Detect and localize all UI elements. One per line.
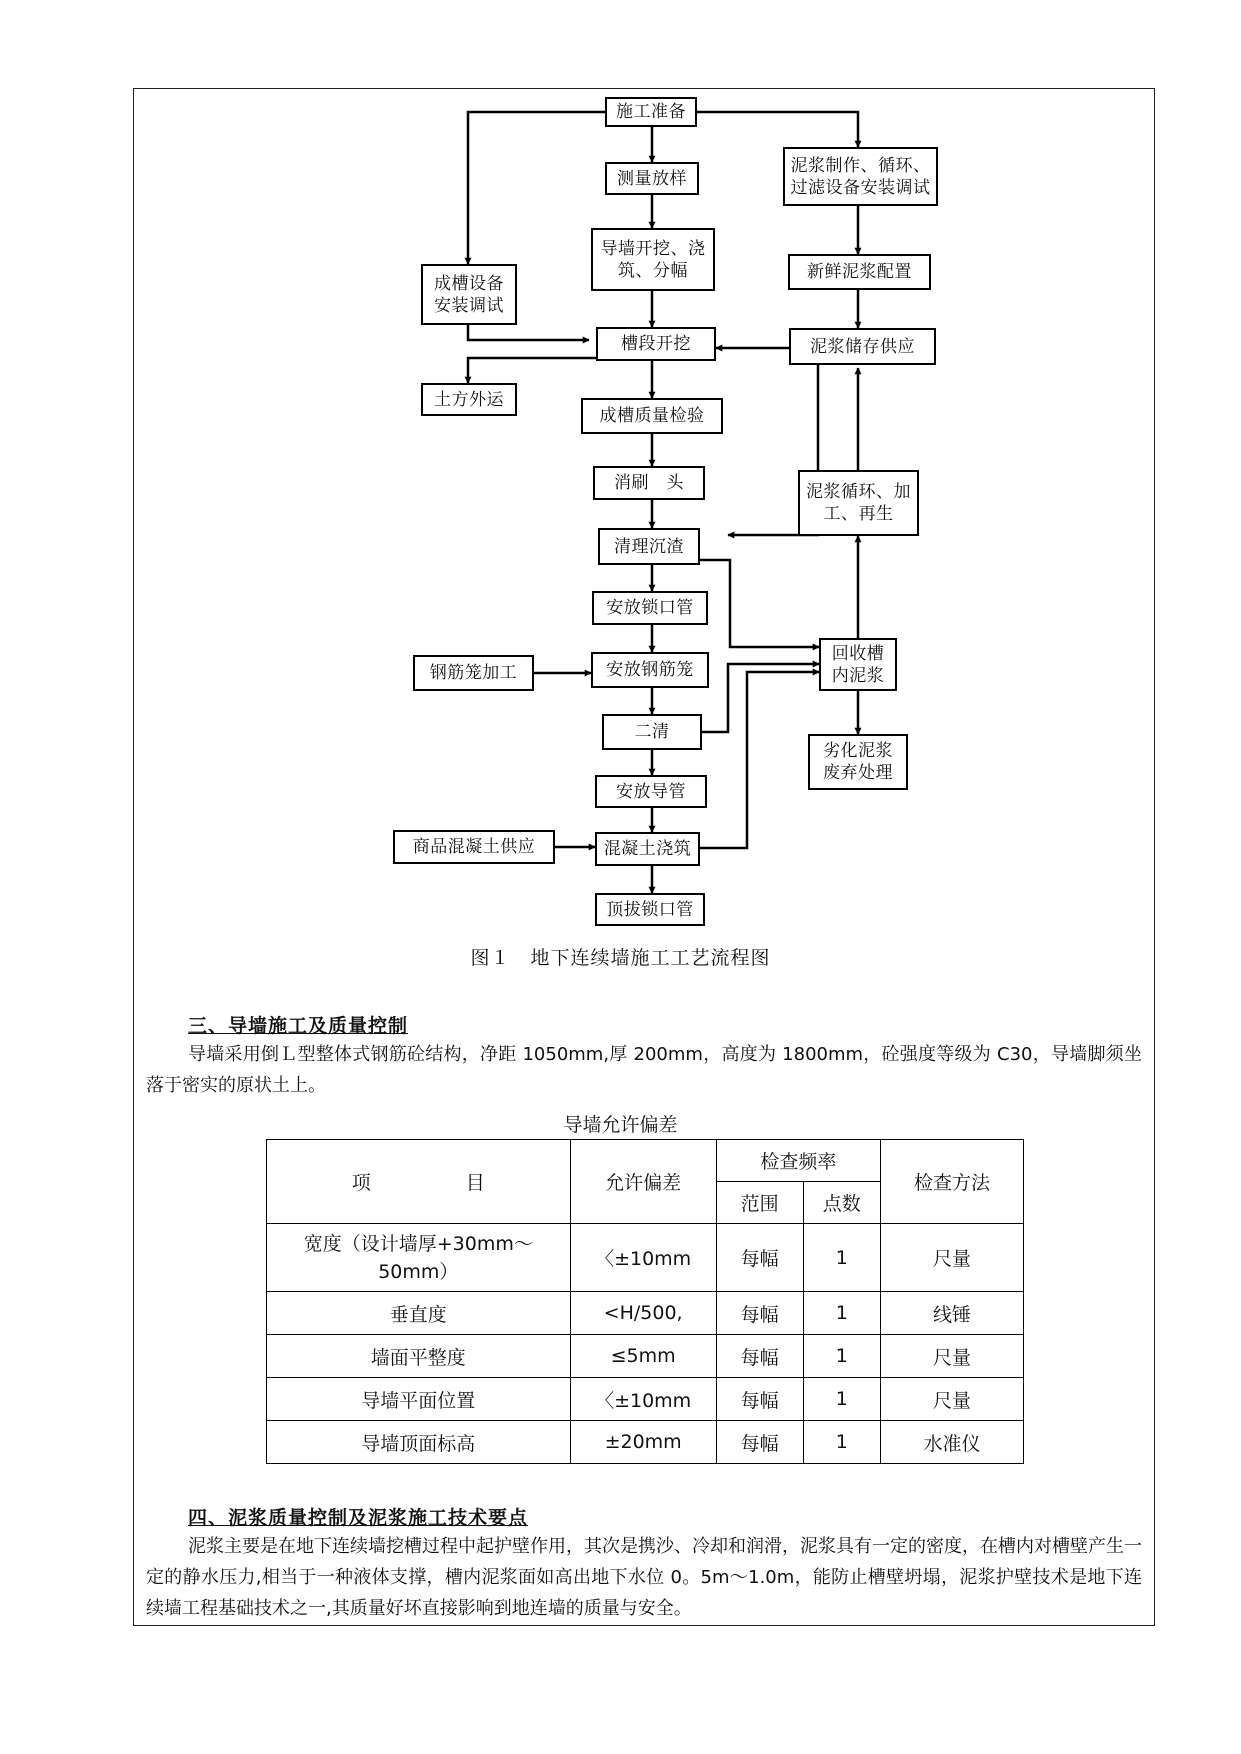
cell-tolerance: ±20mm [570,1421,716,1464]
node-concrete-supply: 商品混凝土供应 [393,830,555,864]
tolerance-table [266,1139,1024,1464]
figure-caption: 图１ 地下连续墙施工工艺流程图 [470,947,771,969]
table-row [267,1335,1024,1378]
node-pull: 顶拔锁口管 [595,893,705,926]
node-rebar-proc: 钢筋笼加工 [413,655,534,691]
header-range: 范围 [716,1182,803,1224]
node-inspect: 成槽质量检验 [581,398,723,434]
cell-method: 水准仪 [881,1421,1024,1464]
cell-item: 宽度（设计墙厚+30mm～50mm） [267,1224,571,1292]
node-tremie: 安放导管 [595,775,707,808]
node-guidewall: 导墙开挖、浇 筑、分幅 [591,228,715,291]
cell-tolerance: <H/500, [570,1292,716,1335]
cell-method: 线锤 [881,1292,1024,1335]
node-survey: 测量放样 [605,162,699,195]
node-brush: 消刷 头 [593,466,705,500]
node-prep: 施工准备 [605,97,697,127]
node-slurry-make: 泥浆制作、循环、 过滤设备安装调试 [783,147,938,206]
cell-item: 垂直度 [267,1292,571,1335]
cell-tolerance: 〈±10mm [570,1378,716,1421]
section4-paragraph: 泥浆主要是在地下连续墙挖槽过程中起护壁作用，其次是携沙、冷却和润滑，泥浆具有一定的密度，在槽内对槽壁产生一定的静水压力,相当于一种液体支撑，槽内泥浆面如高出地下水位 0。5m～1.0m，能防止槽壁坍塌，泥浆护壁技术是地下连续墙工程基础技术之一,其质量好坏直接影响到地连墙的质量与安全。 [146,1536,1142,1619]
table-caption: 导墙允许偏差 [563,1114,678,1136]
node-recycle-proc: 泥浆循环、加 工、再生 [798,470,919,536]
cell-range: 每幅 [716,1378,803,1421]
node-cage: 安放钢筋笼 [591,652,709,688]
cell-points: 1 [803,1378,881,1421]
cell-tolerance: 〈±10mm [570,1224,716,1292]
cell-range: 每幅 [716,1292,803,1335]
cell-tolerance: ≤5mm [570,1335,716,1378]
node-earth: 土方外运 [421,383,517,416]
table-row [267,1378,1024,1421]
table-row [267,1421,1024,1464]
table-row [267,1292,1024,1335]
header-item: 项 目 [267,1140,571,1224]
cell-points: 1 [803,1421,881,1464]
header-tolerance: 允许偏差 [570,1140,716,1224]
header-method: 检查方法 [881,1140,1024,1224]
cell-item: 墙面平整度 [267,1335,571,1378]
cell-points: 1 [803,1292,881,1335]
table-row [267,1224,1024,1292]
cell-points: 1 [803,1224,881,1292]
cell-item: 导墙平面位置 [267,1378,571,1421]
node-waste: 劣化泥浆 废弃处理 [808,734,908,790]
header-points: 点数 [803,1182,881,1224]
node-equip: 成槽设备 安装调试 [421,264,517,325]
cell-method: 尺量 [881,1335,1024,1378]
cell-points: 1 [803,1335,881,1378]
node-clean: 清理沉渣 [598,528,700,565]
section3-paragraph: 导墙采用倒Ｌ型整体式钢筋砼结构，净距 1050mm,厚 200mm，高度为 1800mm，砼强度等级为 C30，导墙脚须坐落于密实的原状土上。 [146,1044,1142,1096]
header-frequency: 检查频率 [716,1140,880,1182]
cell-range: 每幅 [716,1335,803,1378]
cell-method: 尺量 [881,1378,1024,1421]
node-lockpipe: 安放锁口管 [592,591,708,625]
section4-heading: 四、泥浆质量控制及泥浆施工技术要点 [188,1507,529,1529]
node-second-clean: 二清 [602,714,702,750]
node-excavate: 槽段开挖 [596,327,716,361]
cell-item: 导墙顶面标高 [267,1421,571,1464]
node-fresh-slurry: 新鲜泥浆配置 [788,254,931,290]
cell-range: 每幅 [716,1224,803,1292]
cell-method: 尺量 [881,1224,1024,1292]
section3-heading: 三、导墙施工及质量控制 [188,1015,409,1037]
node-storage: 泥浆储存供应 [789,328,936,365]
node-recover: 回收槽 内泥浆 [819,638,897,691]
cell-range: 每幅 [716,1421,803,1464]
node-pour: 混凝土浇筑 [595,832,700,866]
